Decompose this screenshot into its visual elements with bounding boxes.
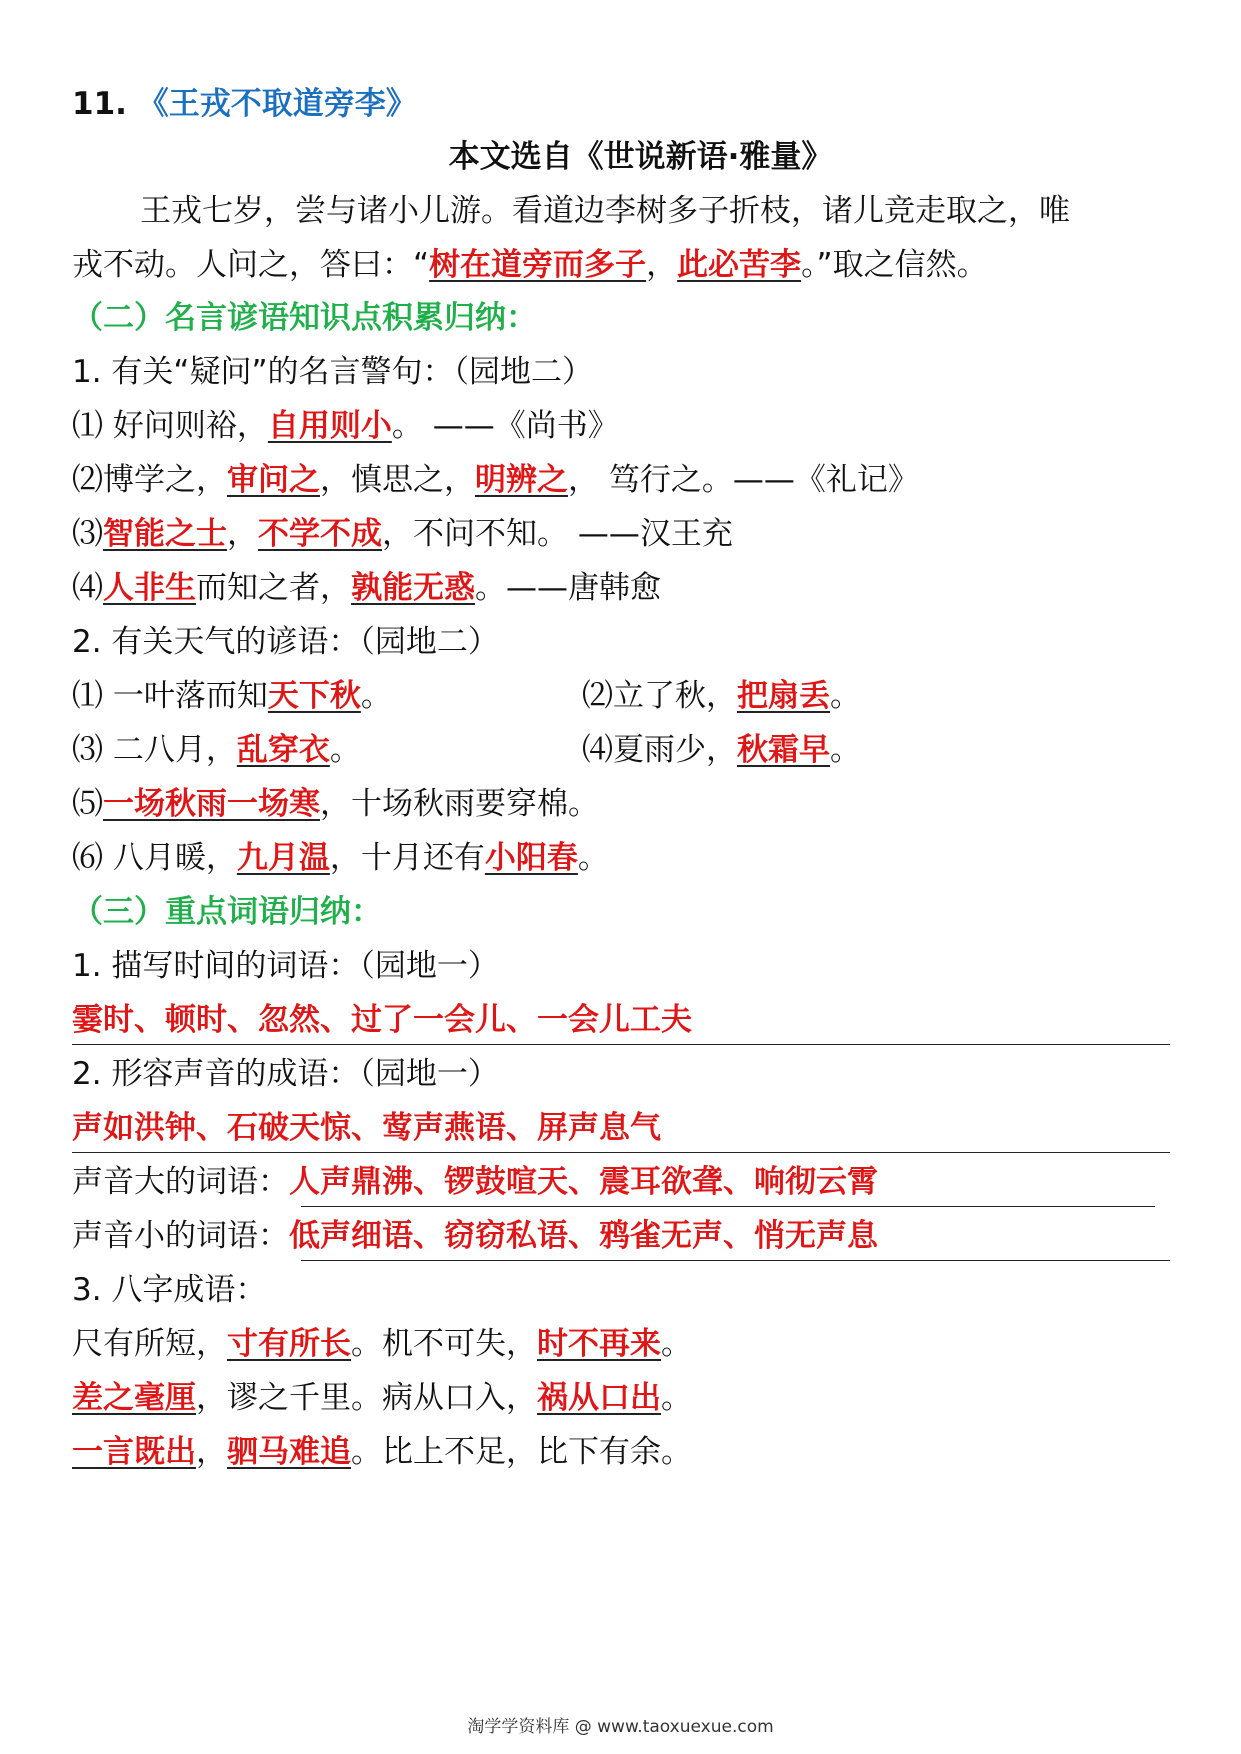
q1-title: 1. 有关“疑问”的名言警句：（园地二） <box>72 354 594 390</box>
answer-blank: 寸有所长 <box>227 1326 351 1362</box>
w2-title: 2. 形容声音的成语：（园地一） <box>72 1056 499 1092</box>
answer-underline <box>301 1206 1155 1207</box>
item-text: ⑶ 二八月， <box>72 732 237 768</box>
q1-item-4 <box>72 568 661 608</box>
passage-text: 。”取之信然。 <box>801 247 988 283</box>
passage-text: ， <box>646 247 678 283</box>
idiom-text: 尺有所短， <box>72 1326 227 1362</box>
passage-text: 戎不动。人问之，答曰：“ <box>72 247 430 283</box>
answer-blank: 差之毫厘 <box>72 1380 196 1416</box>
heading-key-words: （三）重点词语归纳： <box>72 894 382 930</box>
section-title <box>72 84 417 124</box>
item-text: ， 笃行之。——《礼记》 <box>568 462 919 498</box>
quiet-answer: 低声细语、窃窃私语、鸦雀无声、悄无声息 <box>289 1218 878 1254</box>
q2-title: 2. 有关天气的谚语：（园地二） <box>72 624 499 660</box>
idiom-text: ，谬之千里。病从口入， <box>196 1380 537 1416</box>
item-text: 。 <box>360 678 392 714</box>
q1-item-1 <box>72 406 619 446</box>
idiom-text: 。 <box>661 1380 692 1416</box>
q1-item-3 <box>72 514 733 554</box>
item-text: ⑵立了秋， <box>582 678 737 714</box>
q1-item-2 <box>72 460 919 500</box>
answer-blank: 乱穿衣 <box>236 732 330 768</box>
source-line: 本文选自《世说新语·雅量》 <box>448 139 833 175</box>
q2-item-5 <box>72 784 599 824</box>
answer-underline <box>301 1260 1170 1261</box>
item-text: ⑴ 一叶落而知 <box>72 678 268 714</box>
item-text: 。 ——《尚书》 <box>391 408 619 444</box>
idiom-line-1 <box>72 1324 692 1364</box>
idiom-text: ， <box>196 1434 227 1470</box>
item-text: 。 <box>830 732 861 768</box>
passage-line-2 <box>72 245 988 285</box>
item-text: 而知之者， <box>196 570 351 606</box>
item-text: ⑴ 好问则裕， <box>72 408 268 444</box>
item-text: ⑹ 八月暖， <box>72 840 237 876</box>
item-text: ⑶ <box>72 516 103 552</box>
item-text: 。——唐韩愈 <box>475 570 661 606</box>
w1-title: 1. 描写时间的词语：（园地一） <box>72 948 499 984</box>
q2-item-3 <box>72 730 361 770</box>
lesson-title: 《王戎不取道旁李》 <box>137 86 417 122</box>
item-text: ，十月还有 <box>329 840 485 876</box>
item-text: ，十场秋雨要穿棉。 <box>320 786 599 822</box>
answer-blank: 祸从口出 <box>537 1380 661 1416</box>
passage-line-1: 王戎七岁，尝与诸小儿游。看道边李树多子折枝，诸儿竞走取之，唯 <box>140 193 1070 229</box>
answer-blank: 小阳春 <box>484 840 578 876</box>
answer-blank: 把扇丢 <box>737 678 830 714</box>
q2-item-4 <box>582 730 861 770</box>
w2-answer: 声如洪钟、石破天惊、莺声燕语、屏声息气 <box>72 1110 661 1146</box>
w2-quiet <box>72 1216 878 1256</box>
answer-blank: 自用则小 <box>267 408 392 444</box>
item-text: ⑵博学之， <box>72 462 227 498</box>
item-text: ⑷夏雨少， <box>582 732 737 768</box>
answer-blank: 人非生 <box>103 570 196 606</box>
w1-answer: 霎时、顿时、忽然、过了一会儿、一会儿工夫 <box>72 1002 692 1038</box>
section-number: 11. <box>72 86 127 122</box>
answer-blank: 时不再来 <box>537 1326 661 1362</box>
answer-blank: 驷马难追 <box>227 1434 351 1470</box>
heading-proverbs: （二）名言谚语知识点积累归纳： <box>72 300 537 336</box>
q2-item-6 <box>72 838 609 878</box>
q2-item-2 <box>582 676 861 716</box>
answer-blank: 不学不成 <box>258 516 382 552</box>
answer-blank: 秋霜早 <box>737 732 830 768</box>
answer-blank: 此必苦李 <box>677 247 802 283</box>
item-text: 。 <box>830 678 861 714</box>
q2-item-1 <box>72 676 392 716</box>
answer-blank: 明辨之 <box>475 462 568 498</box>
loud-label: 声音大的词语： <box>72 1164 289 1200</box>
idiom-text: 。机不可失， <box>351 1326 537 1362</box>
idiom-text: 。 <box>661 1326 692 1362</box>
answer-blank: 孰能无惑 <box>351 570 475 606</box>
idiom-line-2 <box>72 1378 692 1418</box>
idiom-text: 。比上不足，比下有余。 <box>351 1434 692 1470</box>
item-text: 。 <box>329 732 361 768</box>
answer-blank: 智能之士 <box>103 516 227 552</box>
w3-title: 3. 八字成语： <box>72 1272 267 1308</box>
w2-loud <box>72 1162 878 1202</box>
item-text: 。 <box>577 840 609 876</box>
answer-blank: 九月温 <box>236 840 330 876</box>
answer-blank: 一言既出 <box>72 1434 196 1470</box>
answer-blank: 天下秋 <box>267 678 361 714</box>
item-text: ⑷ <box>72 570 103 606</box>
item-text: ⑸ <box>72 786 103 822</box>
answer-blank: 一场秋雨一场寒 <box>103 786 320 822</box>
answer-underline <box>72 1152 1170 1153</box>
item-text: ， <box>227 516 258 552</box>
answer-underline <box>72 1044 1170 1045</box>
quiet-label: 声音小的词语： <box>72 1218 289 1254</box>
answer-blank: 审问之 <box>227 462 320 498</box>
item-text: ，慎思之， <box>320 462 475 498</box>
idiom-line-3 <box>72 1432 692 1472</box>
item-text: ，不问不知。 ——汉王充 <box>382 516 733 552</box>
page-footer: 淘学学资料库 @ www.taoxuexue.com <box>467 1717 774 1737</box>
loud-answer: 人声鼎沸、锣鼓喧天、震耳欲聋、响彻云霄 <box>289 1164 878 1200</box>
answer-blank: 树在道旁而多子 <box>429 247 647 283</box>
